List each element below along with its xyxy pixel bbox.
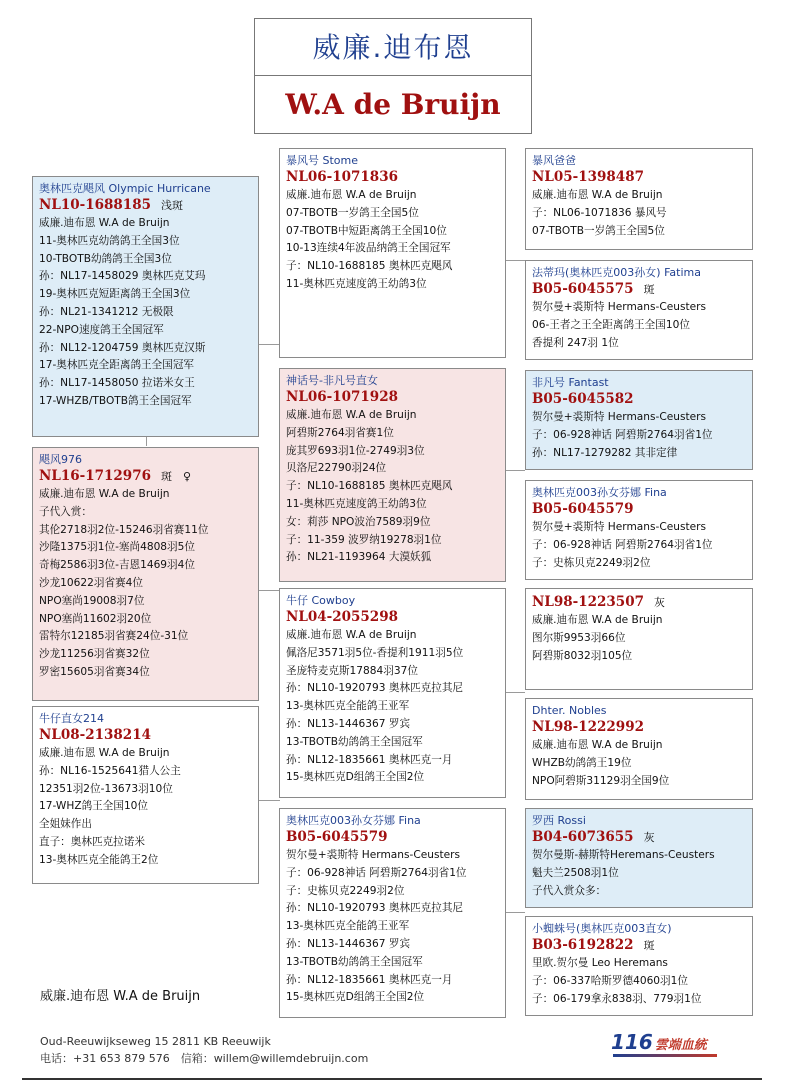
detail-line: 罗密15605羽省赛34位 xyxy=(39,665,150,678)
detail-line: 贺尔曼斯-赫斯特Heremans-Ceusters xyxy=(532,849,715,861)
detail-line: 子代入赏众多： xyxy=(532,884,607,897)
connector xyxy=(505,692,525,693)
ring-number: NL06-1071836 xyxy=(286,169,398,185)
pedigree-card-dam-sire xyxy=(279,588,506,798)
detail-line: 孙：NL21-1341212 无极限 xyxy=(39,305,174,318)
detail-line: 子：NL06-1071836 暴风号 xyxy=(532,206,667,219)
connector xyxy=(258,590,280,591)
pedigree-card-sire-dam xyxy=(279,368,506,582)
detail-line: 孙：NL17-1458050 拉诺米女王 xyxy=(39,377,195,390)
ring-number: NL10-1688185 浅斑 xyxy=(39,197,183,213)
ring-number: NL16-1712976 斑 ♀ xyxy=(39,468,192,484)
detail-line: 贝洛尼22790羽24位 xyxy=(286,462,387,475)
title-english: W.A de Bruijn xyxy=(285,88,501,121)
connector xyxy=(258,800,280,801)
detail-line: 子：NL10-1688185 奥林匹克飓风 xyxy=(286,480,453,493)
detail-line: 威廉.迪布恩 W.A de Bruijn xyxy=(39,217,170,229)
detail-line: 子代入赏： xyxy=(39,505,92,518)
detail-line: 15-奥林匹克D组鸽王全国2位 xyxy=(286,771,425,784)
detail-line: 里欧.贺尔曼 Leo Heremans xyxy=(532,957,668,969)
detail-line: 孙：NL17-1279282 其非定律 xyxy=(532,446,678,459)
color-label: 灰 xyxy=(643,831,655,844)
detail-line: 威廉.迪布恩 W.A de Bruijn xyxy=(39,488,170,500)
detail-line: 孙：NL16-1525641猎人公主 xyxy=(39,764,181,777)
detail-line: 17-奥林匹克全距离鸽王全国冠军 xyxy=(39,359,195,372)
breeder-name: 威廉.迪布恩 W.A de Bruijn xyxy=(40,989,201,1004)
ring-number: B05-6045575 斑 xyxy=(532,281,655,297)
detail-line: 贺尔曼+裘斯特 Hermans-Ceusters xyxy=(532,301,707,313)
pedigree-card-ssd xyxy=(525,260,753,360)
detail-line: 13-奥林匹克全能鸽王亚军 xyxy=(286,920,410,933)
detail-line: 孙：NL12-1204759 奥林匹克汉斯 xyxy=(39,341,206,354)
detail-line: 06-王者之王全距离鸽王全国10位 xyxy=(532,318,690,331)
pigeon-name: 飓风976 xyxy=(39,453,82,466)
detail-line: 威廉.迪布恩 W.A de Bruijn xyxy=(532,189,663,201)
detail-line: NPO塞尚11602羽20位 xyxy=(39,612,152,625)
ring-number: NL06-1071928 xyxy=(286,389,398,405)
detail-line: 子：11-359 波罗纳19278羽1位 xyxy=(286,533,442,546)
title-chinese: 威廉.迪布恩 xyxy=(255,19,531,76)
detail-line: 奇梅2586羽3位-吉恩1469羽4位 xyxy=(39,559,195,572)
detail-line: 10-TBOTB幼鸽鸽王全国3位 xyxy=(39,252,172,265)
detail-line: 13-奥林匹克全能鸽王2位 xyxy=(39,853,159,866)
pigeon-name: 神话号-非凡号直女 xyxy=(286,374,378,387)
detail-line: 孙：NL17-1458029 奥林匹克艾玛 xyxy=(39,270,206,283)
ring-number: B05-6045582 xyxy=(532,391,634,407)
detail-line: 13-TBOTB幼鸽鸽王全国冠军 xyxy=(286,735,423,748)
connector xyxy=(505,260,525,261)
pigeon-name: 牛仔直女214 xyxy=(39,712,104,725)
detail-line: 贺尔曼+裘斯特 Hermans-Ceusters xyxy=(532,411,707,423)
logo-number: 116 xyxy=(611,1030,653,1054)
pigeon-name: 小蜘蛛号(奥林匹克003直女) xyxy=(532,922,672,935)
detail-line: 直子：奥林匹克拉诺米 xyxy=(39,835,145,848)
detail-line: 孙：NL12-1835661 奥林匹克一月 xyxy=(286,753,453,766)
detail-line: 威廉.迪布恩 W.A de Bruijn xyxy=(286,409,417,421)
detail-line: 全姐妹作出 xyxy=(39,818,92,831)
detail-line: 威廉.迪布恩 W.A de Bruijn xyxy=(286,629,417,641)
color-label: 斑 xyxy=(643,283,655,296)
color-label: 灰 xyxy=(653,596,665,609)
detail-line: 孙：NL13-1446367 罗宾 xyxy=(286,717,411,730)
color-label: 斑 xyxy=(643,939,655,952)
detail-line: 佩洛尼3571羽5位-香提利1911羽5位 xyxy=(286,646,464,659)
ring-number: B04-6073655 灰 xyxy=(532,829,655,845)
pigeon-name: 法蒂玛(奥林匹克003孙女) Fatima xyxy=(532,266,701,279)
detail-line: 11-奥林匹克速度鸽王幼鸽3位 xyxy=(286,277,427,290)
detail-line: 沙龙11256羽省赛32位 xyxy=(39,648,150,661)
pedigree-card-dam xyxy=(32,447,259,701)
detail-line: NPO塞尚19008羽7位 xyxy=(39,594,145,607)
connector xyxy=(505,912,525,913)
pigeon-name: 非凡号 Fantast xyxy=(532,376,609,389)
pedigree-card-ss xyxy=(525,148,753,250)
logo-text: 雲端血統 xyxy=(654,1038,707,1053)
pedigree-card-subject xyxy=(32,176,259,437)
detail-line: 威廉.迪布恩 W.A de Bruijn xyxy=(532,614,663,626)
detail-line: NPO阿碧斯31129羽全国9位 xyxy=(532,774,670,787)
color-label: 浅斑 xyxy=(160,199,183,212)
detail-line: 孙：NL10-1920793 奥林匹克拉其尼 xyxy=(286,682,464,695)
detail-line: 雷特尔12185羽省赛24位-31位 xyxy=(39,630,189,643)
ring-number: NL05-1398487 xyxy=(532,169,644,185)
detail-line: 庞其罗693羽1位-2749羽3位 xyxy=(286,444,425,457)
connector xyxy=(146,436,147,446)
ring-number: B05-6045579 xyxy=(286,829,388,845)
detail-line: 19-奥林匹克短距离鸽王全国3位 xyxy=(39,288,191,301)
connector xyxy=(505,470,525,471)
title-box xyxy=(254,18,532,134)
detail-line: 11-奥林匹克速度鸽王幼鸽3位 xyxy=(286,497,427,510)
detail-line: 12351羽2位-13673羽10位 xyxy=(39,782,173,795)
detail-line: 圣庞特麦克斯17884羽37位 xyxy=(286,664,418,677)
color-label: 斑 ♀ xyxy=(160,470,192,483)
pedigree-card-dsd xyxy=(525,698,753,800)
pedigree-card-dam2 xyxy=(32,706,259,884)
pigeon-name: 暴风号 Stome xyxy=(286,154,359,167)
detail-line: 孙：NL12-1835661 奥林匹克一月 xyxy=(286,973,453,986)
detail-line: 07-TBOTB中短距离鸽王全国10位 xyxy=(286,224,447,237)
detail-line: 子：06-928神话 阿碧斯2764羽省1位 xyxy=(286,866,467,879)
detail-line: 贺尔曼+裘斯特 Hermans-Ceusters xyxy=(532,521,707,533)
detail-line: 17-WHZ鸽王全国10位 xyxy=(39,800,149,813)
detail-line: 13-TBOTB幼鸽鸽王全国冠军 xyxy=(286,955,423,968)
detail-line: 11-奥林匹克幼鸽鸽王全国3位 xyxy=(39,234,180,247)
bottom-divider xyxy=(22,1078,762,1080)
detail-line: 沙隆1375羽1位-塞尚4808羽5位 xyxy=(39,541,195,554)
detail-line: 魁夫兰2508羽1位 xyxy=(532,866,619,879)
detail-line: 图尔斯9953羽66位 xyxy=(532,631,626,644)
pigeon-name: 罗西 Rossi xyxy=(532,814,586,827)
detail-line: 威廉.迪布恩 W.A de Bruijn xyxy=(39,747,170,759)
pedigree-card-dds xyxy=(525,808,753,908)
pedigree-card-sds xyxy=(525,370,753,470)
detail-line: 其伦2718羽2位-15246羽省赛11位 xyxy=(39,523,209,536)
pigeon-name: Dhter. Nobles xyxy=(532,704,607,717)
pedigree-card-ddd xyxy=(525,916,753,1016)
detail-line: 15-奥林匹克D组鸽王全国2位 xyxy=(286,991,425,1004)
detail-line: 威廉.迪布恩 W.A de Bruijn xyxy=(286,189,417,201)
address-line: Oud-Reeuwijkseweg 15 2811 KB Reeuwijk xyxy=(40,1035,271,1048)
ring-number: B05-6045579 xyxy=(532,501,634,517)
pigeon-name: 奥林匹克飓风 Olympic Hurricane xyxy=(39,182,211,195)
ring-number: NL04-2055298 xyxy=(286,609,398,625)
pedigree-card-dss xyxy=(525,588,753,690)
brand-logo xyxy=(611,1030,721,1058)
detail-line: 香提利 247羽 1位 xyxy=(532,336,619,349)
detail-line: 13-奥林匹克全能鸽王亚军 xyxy=(286,700,410,713)
detail-line: 女：莉莎 NPO波治7589羽9位 xyxy=(286,515,431,528)
contact-line: 电话：+31 653 879 576 信箱：willem@willemdebruijn.com xyxy=(40,1052,369,1065)
ring-number: B03-6192822 斑 xyxy=(532,937,655,953)
detail-line: 子：06-337哈斯罗德4060羽1位 xyxy=(532,974,688,987)
ring-number: NL08-2138214 xyxy=(39,727,151,743)
detail-line: 子：NL10-1688185 奥林匹克飓风 xyxy=(286,260,453,273)
detail-line: 子：史栋贝克2249羽2位 xyxy=(532,556,651,569)
contact-info xyxy=(40,1033,368,1067)
detail-line: 威廉.迪布恩 W.A de Bruijn xyxy=(532,739,663,751)
detail-line: 22-NPO速度鸽王全国冠军 xyxy=(39,323,164,336)
pedigree-card-dam-dam xyxy=(279,808,506,1018)
logo-underline xyxy=(613,1054,717,1057)
detail-line: 孙：NL21-1193964 大漠妖狐 xyxy=(286,551,432,564)
connector xyxy=(258,344,280,345)
detail-line: 17-WHZB/TBOTB鸽王全国冠军 xyxy=(39,394,192,407)
detail-line: 沙龙10622羽省赛4位 xyxy=(39,576,144,589)
pedigree-card-sire xyxy=(279,148,506,358)
detail-line: 孙：NL10-1920793 奥林匹克拉其尼 xyxy=(286,902,464,915)
detail-line: 阿碧斯8032羽105位 xyxy=(532,649,633,662)
detail-line: 07-TBOTB一岁鸽王全国5位 xyxy=(286,206,419,219)
pigeon-name: 牛仔 Cowboy xyxy=(286,594,356,607)
pedigree-card-sdd xyxy=(525,480,753,580)
detail-line: 子：06-179拿永838羽、779羽1位 xyxy=(532,992,702,1005)
ring-number: NL98-1222992 xyxy=(532,719,644,735)
detail-line: 子：06-928神话 阿碧斯2764羽省1位 xyxy=(532,428,713,441)
pigeon-name: 奥林匹克003孙女芬娜 Fina xyxy=(532,486,667,499)
detail-line: 10-13连续4年波品纳鸽王全国冠军 xyxy=(286,242,451,255)
detail-line: 孙：NL13-1446367 罗宾 xyxy=(286,937,411,950)
detail-line: 阿碧斯2764羽省赛1位 xyxy=(286,426,394,439)
ring-number: NL98-1223507 灰 xyxy=(532,594,665,610)
detail-line: 07-TBOTB一岁鸽王全国5位 xyxy=(532,224,665,237)
detail-line: 贺尔曼+裘斯特 Hermans-Ceusters xyxy=(286,849,461,861)
pigeon-name: 暴风爸爸 xyxy=(532,154,576,167)
pigeon-name: 奥林匹克003孙女芬娜 Fina xyxy=(286,814,421,827)
detail-line: 子：史栋贝克2249羽2位 xyxy=(286,884,405,897)
detail-line: WHZB幼鸽鸽王19位 xyxy=(532,756,632,769)
detail-line: 子：06-928神话 阿碧斯2764羽省1位 xyxy=(532,538,713,551)
